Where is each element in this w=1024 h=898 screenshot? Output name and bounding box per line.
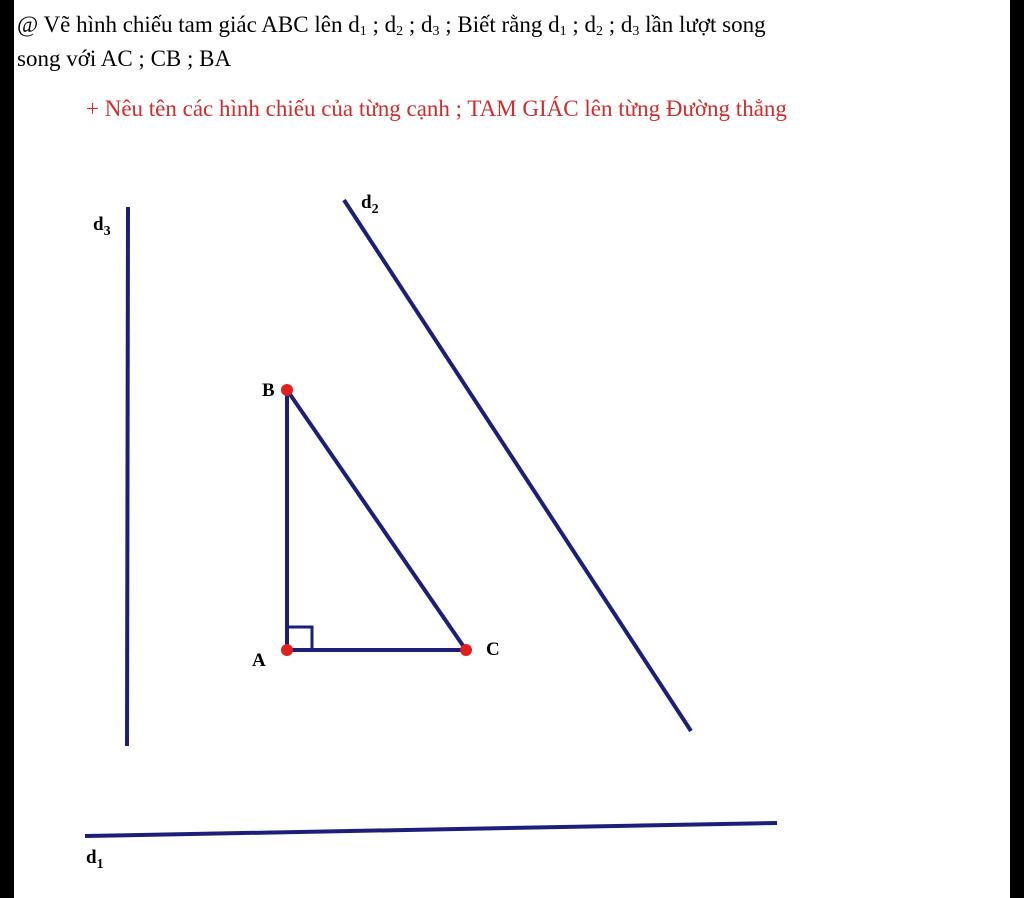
label-d2: d2: [361, 192, 379, 217]
line-d1: [85, 823, 777, 836]
task-instruction: + Nêu tên các hình chiếu của từng cạnh ; TAM GIÁC lên từng Đường thẳng: [86, 96, 787, 121]
line-d3: [127, 207, 128, 746]
label-d3: d3: [93, 214, 111, 239]
problem-statement-line-1: @ Vẽ hình chiếu tam giác ABC lên $d_1$ ; $d_2$ ; $d_3$ ; Biết rằng $d_1$ ; $d_2$ ; $d_3$ lần lượt song: [17, 12, 766, 39]
label-a: A: [252, 650, 266, 671]
label-c: C: [486, 639, 500, 660]
point-a: [281, 644, 293, 656]
point-b: [281, 384, 293, 396]
label-d1: d1: [86, 847, 104, 872]
segment-cb: [287, 390, 466, 650]
problem-statement-line-2: song với AC ; CB ; BA: [17, 46, 232, 71]
label-b: B: [262, 380, 275, 401]
point-c: [460, 644, 472, 656]
